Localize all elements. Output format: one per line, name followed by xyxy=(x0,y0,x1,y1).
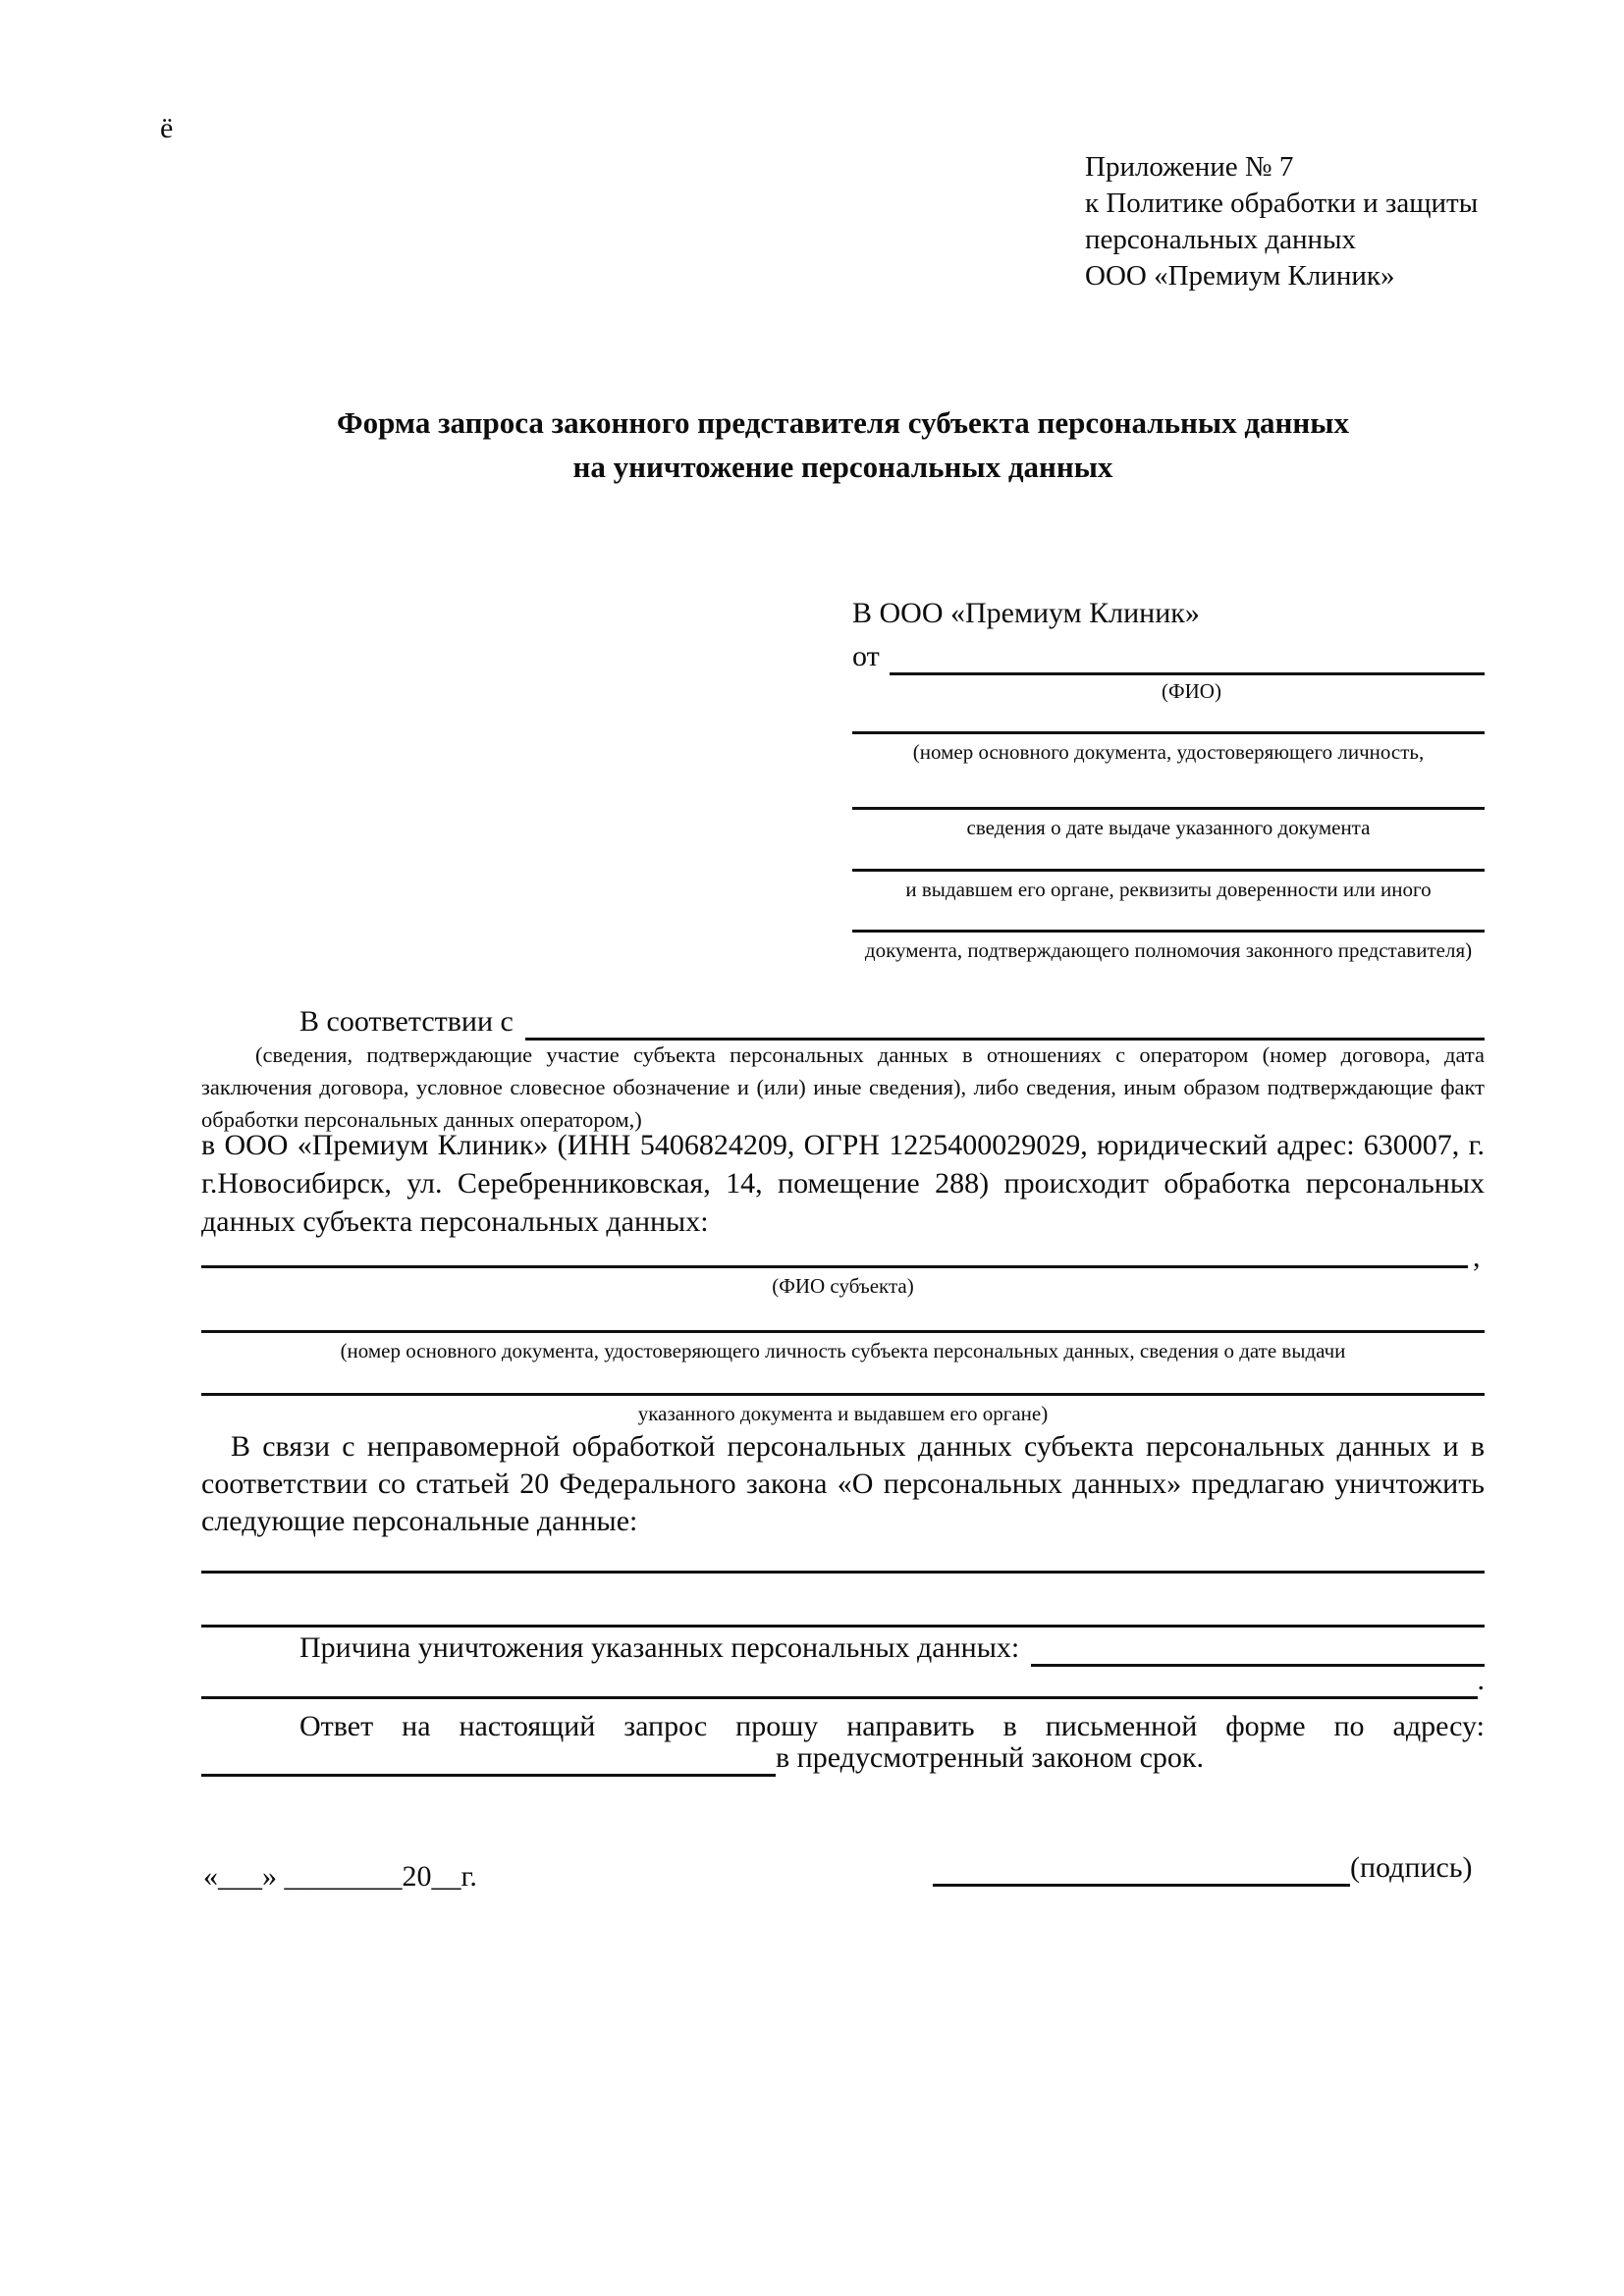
data-to-destroy-blank-line xyxy=(201,1571,1485,1574)
comma-mark: , xyxy=(1473,1241,1481,1273)
from-label: от xyxy=(852,640,880,672)
representative-doc-caption: (номер основного документа, удостоверяющего личность, xyxy=(912,740,1425,764)
representative-doc-blank-line xyxy=(852,731,1485,734)
subject-doc-blank-line xyxy=(201,1330,1485,1333)
subject-fio-caption: (ФИО субъекта) xyxy=(772,1274,914,1298)
reply-tail: в предусмотренный законом срок. xyxy=(776,1741,1204,1774)
subject-doc-caption-wrap xyxy=(201,1402,1485,1426)
representative-doc-blank-line xyxy=(852,930,1485,933)
reason-row xyxy=(201,1629,1485,1667)
appendix-header xyxy=(1085,149,1478,294)
from-blank-line xyxy=(890,633,1485,675)
signature-caption: (подпись) xyxy=(1350,1851,1473,1884)
subject-fio-blank-line xyxy=(201,1265,1468,1268)
appendix-header-line: к Политике обработки и защиты xyxy=(1085,187,1479,219)
period-mark: . xyxy=(1477,1664,1485,1696)
representative-doc-caption: и выдавшем его органе, реквизиты доверенности или иного xyxy=(905,878,1432,901)
reply-address-row xyxy=(201,1743,1204,1777)
reply-address-blank-line xyxy=(201,1740,776,1777)
subject-doc-caption-wrap xyxy=(201,1339,1485,1363)
operator-paragraph: в ООО «Премиум Клиник» (ИНН 5406824209, ОГРН 1225400029029, юридический адрес: 630007, г. г.Новосибирск, ул. Серебренниковская, 14, помещение 288) происходит обработка персональных данных субъекта персональных данных: xyxy=(201,1129,1485,1238)
document-title xyxy=(201,400,1485,489)
appendix-header-line: ООО «Премиум Клиник» xyxy=(1085,260,1395,292)
subject-doc-caption: указанного документа и выдавшем его органе) xyxy=(637,1402,1049,1425)
in-accordance-blank-line xyxy=(525,1000,1485,1041)
addressee-org: В ООО «Премиум Клиник» xyxy=(852,597,1200,629)
representative-doc-blank-line xyxy=(852,869,1485,872)
date-blank: «___» ________20__г. xyxy=(203,1860,477,1893)
fio-caption: (ФИО) xyxy=(1162,679,1221,703)
in-accordance-label: В соответствии с xyxy=(299,1005,514,1038)
reason-label: Причина уничтожения указанных персональных данных: xyxy=(299,1631,1020,1664)
signature-blank-line xyxy=(933,1850,1350,1887)
representative-doc-caption-wrap xyxy=(852,938,1485,963)
unlawful-processing-paragraph: В связи с неправомерной обработкой персональных данных субъекта персональных данных и в соответствии со статьей 20 Федерального закона «О персональных данных» предлагаю уничтожить следующие персональные данные: xyxy=(201,1430,1485,1537)
representative-doc-caption-wrap xyxy=(852,878,1485,902)
representative-doc-caption: документа, подтверждающего полномочия законного представителя) xyxy=(864,938,1473,962)
appendix-header-line: Приложение № 7 xyxy=(1085,151,1294,183)
fio-caption-wrap xyxy=(898,679,1485,704)
representative-doc-caption-wrap xyxy=(852,816,1485,840)
representative-doc-caption: сведения о дате выдаче указанного документа xyxy=(966,816,1371,839)
subject-doc-blank-line xyxy=(201,1393,1485,1396)
stray-char: ё xyxy=(160,112,174,144)
reason-blank-line xyxy=(1031,1627,1485,1667)
in-accordance-row xyxy=(201,1003,1485,1041)
document-title-line1: Форма запроса законного представителя субъекта персональных данных xyxy=(337,405,1349,440)
document-title-line2: на уничтожение персональных данных xyxy=(572,450,1113,484)
reason-continuation-row xyxy=(201,1664,1485,1699)
representative-doc-caption-wrap xyxy=(852,740,1485,765)
representative-doc-blank-line xyxy=(852,807,1485,810)
reply-paragraph: Ответ на настоящий запрос прошу направить в письменной форме по адресу: xyxy=(299,1710,1485,1742)
small-print-note: (сведения, подтверждающие участие субъекта персональных данных в отношениях с оператором (номер договора, дата заключения договора, условное словесное обозначение и (или) иные сведения), либо сведения, иным образом подтверждающие факт обработки персональных данных оператором,) xyxy=(201,1042,1485,1132)
from-row xyxy=(852,636,1485,675)
signature-row xyxy=(933,1853,1473,1887)
reason-blank-line-2 xyxy=(201,1664,1478,1699)
appendix-header-line: персональных данных xyxy=(1085,224,1357,255)
subject-doc-caption: (номер основного документа, удостоверяющего личность субъекта персональных данных, сведения о дате выдачи xyxy=(340,1339,1346,1362)
subject-fio-caption-wrap xyxy=(201,1274,1485,1299)
